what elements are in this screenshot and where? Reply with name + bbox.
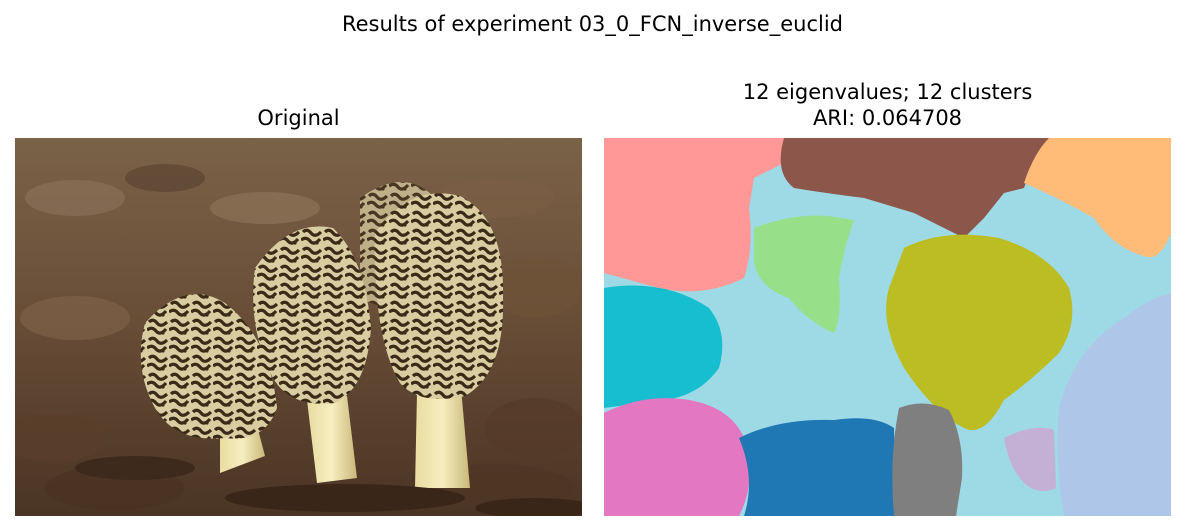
segmentation-panel-title	[604, 79, 1171, 131]
original-image	[15, 138, 582, 516]
right-mushroom-cap	[375, 193, 503, 399]
figure-suptitle: Results of experiment 03_0_FCN_inverse_euclid	[341, 12, 843, 36]
segmentation-image	[604, 138, 1171, 516]
segmentation-title-line1: 12 eigenvalues; 12 clusters	[742, 80, 1033, 104]
right-mushroom-stem	[415, 388, 470, 488]
cluster-map	[604, 138, 1171, 516]
cluster-blue	[739, 418, 896, 516]
segmentation-title-line2: ARI: 0.064708	[812, 106, 963, 130]
original-panel-title: Original	[257, 106, 340, 130]
morel-mushrooms-photo	[15, 138, 582, 516]
cluster-gray	[892, 403, 962, 516]
